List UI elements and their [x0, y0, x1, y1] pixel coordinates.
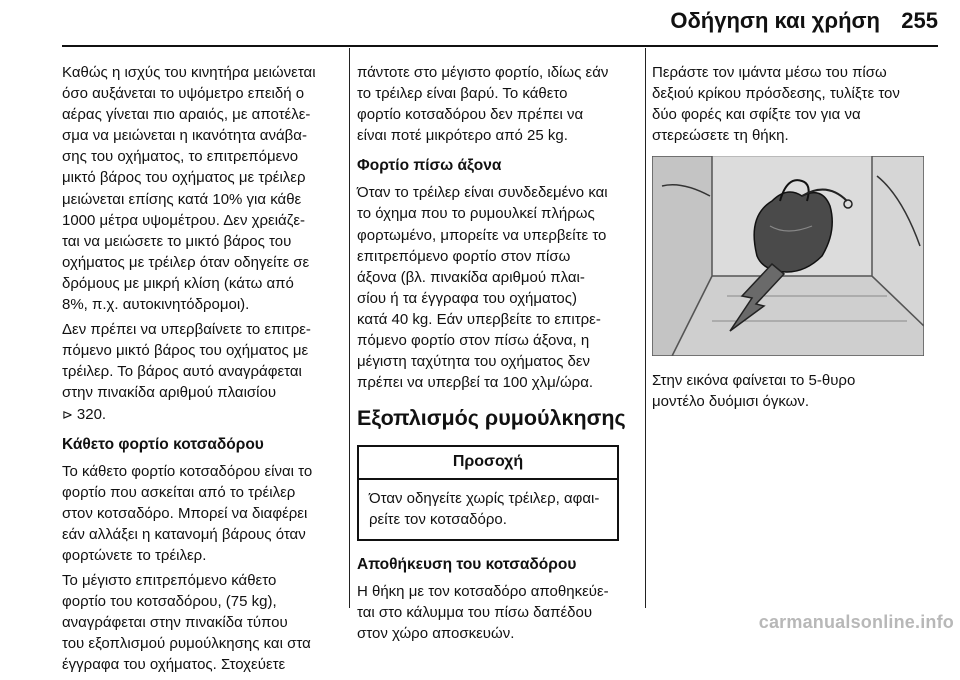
line: φορτωμένο, μπορείτε να υπερβείτε το [357, 226, 607, 244]
line: στον κοτσαδόρο. Μπορεί να διαφέρει [62, 504, 308, 522]
line: εάν αλλάξει η κατανομή βάρους όταν [62, 525, 306, 543]
line: Όταν το τρέιλερ είναι συνδεδεμένο και [357, 184, 608, 202]
line: φορτίο του κοτσαδόρου, (75 kg), [62, 593, 277, 611]
line: μοντέλο δυόμισι όγκων. [652, 393, 810, 411]
column-1 [62, 62, 342, 680]
line: Το κάθετο φορτίο κοτσαδόρου είναι το [62, 462, 313, 480]
line: φορτίο κοτσαδόρου δεν πρέπει να [357, 106, 584, 124]
line: Στην εικόνα φαίνεται το 5-θυρο [652, 372, 856, 390]
line: πόμενο μικτό βάρος του οχήματος με [62, 342, 309, 360]
heading-vertical-load: Κάθετο φορτίο κοτσαδόρου [62, 435, 264, 453]
line: κατά 40 kg. Εάν υπερβείτε το επιτρε‐ [357, 310, 601, 328]
line: Η θήκη με τον κοτσαδόρο αποθηκεύε‐ [357, 582, 609, 600]
line: έγγραφα του οχήματος. Στοχεύετε [62, 656, 286, 674]
line: πρέπει να υπερβεί τα 100 χλμ/ώρα. [357, 374, 594, 392]
reference-arrow-icon: ⊳ [62, 406, 73, 422]
line: Περάστε τον ιμάντα μέσω του πίσω [652, 64, 887, 81]
trunk-illustration-icon [652, 156, 924, 356]
line: μειώνεται επίσης κατά 10% για κάθε [62, 190, 302, 208]
line: αέρας γίνεται πιο αραιός, με αποτέλε‐ [62, 106, 311, 124]
paragraph-continued [357, 62, 637, 146]
paragraph-rear-axle-load [357, 182, 637, 393]
heading-towbar-storage: Αποθήκευση του κοτσαδόρου [357, 555, 577, 573]
line: του εξοπλισμού ρυμούλκησης και στα [62, 635, 311, 653]
line: το όχημα που το ρυμουλκεί πλήρως [357, 205, 595, 223]
paragraph-max-vertical-load [62, 570, 342, 675]
reference-page-link[interactable]: 320. [76, 405, 107, 423]
watermark: carmanualsonline.info [758, 612, 954, 632]
line: στον χώρο αποσκευών. [357, 624, 515, 642]
line: δρόμους με μικρή κλίση (κάτω από [62, 274, 294, 292]
column-divider-2 [645, 48, 646, 608]
line: αναγράφεται στην πινακίδα τύπου [62, 614, 288, 632]
line: δύο φορές και σφίξτε τον για να [652, 106, 861, 124]
page-reference[interactable] [62, 404, 342, 425]
paragraph-towbar-storage [357, 581, 637, 644]
line: το τρέιλερ είναι βαρύ. Το κάθετο [357, 85, 568, 103]
column-3 [652, 62, 940, 417]
column-2 [357, 62, 637, 648]
line: 1000 μέτρα υψομέτρου. Δεν χρειάζε‐ [62, 211, 306, 229]
line: επιτρεπόμενο φορτίο στον πίσω [357, 247, 571, 265]
paragraph-strap-instructions [652, 62, 940, 146]
line: τρέιλερ. Το βάρος αυτό αναγράφεται [62, 363, 302, 381]
line: σης του οχήματος, το επιτρεπόμενο [62, 148, 299, 166]
line: μέγιστη ταχύτητα του οχήματος δεν [357, 353, 591, 371]
line: οχήματος με τρέιλερ όταν οδηγείτε σε [62, 253, 310, 271]
line: ται να μειώσετε το μικτό βάρος του [62, 232, 292, 250]
line: στερεώσετε τη θήκη. [652, 127, 789, 145]
line: Όταν οδηγείτε χωρίς τρέιλερ, αφαι‐ [369, 490, 600, 508]
line: Καθώς η ισχύς του κινητήρα μειώνεται [62, 64, 316, 81]
line: σίου ή τα έγγραφα του οχήματος) [357, 289, 577, 307]
line: πόμενο φορτίο στον πίσω άξονα, η [357, 332, 590, 350]
paragraph-vertical-load [62, 461, 342, 566]
page-header-title: Οδήγηση και χρήση [670, 8, 880, 33]
line: Δεν πρέπει να υπερβαίνετε το επιτρε‐ [62, 321, 311, 339]
page-number: 255 [901, 8, 938, 33]
line: στην πινακίδα αριθμού πλαισίου [62, 384, 277, 402]
line: φορτώνετε το τρέιλερ. [62, 546, 207, 564]
line: δεξιού κρίκου πρόσδεσης, τυλίξτε τον [652, 85, 900, 103]
line: Το μέγιστο επιτρεπόμενο κάθετο [62, 572, 277, 590]
line: 8%, π.χ. αυτοκινητόδρομοι). [62, 296, 250, 314]
heading-rear-axle-load: Φορτίο πίσω άξονα [357, 157, 502, 175]
line: είναι ποτέ μικρότερο από 25 kg. [357, 127, 568, 145]
line: άξονα (βλ. πινακίδα αριθμού πλαι‐ [357, 268, 585, 286]
paragraph-altitude [62, 62, 342, 315]
caution-text [359, 480, 617, 538]
paragraph-figure-caption [652, 370, 940, 412]
line: σμα να μειώνεται η ικανότητα ανάβα‐ [62, 127, 307, 145]
paragraph-gross-weight [62, 319, 342, 424]
section-heading-towing-equipment: Εξοπλισμός ρυμούλκησης [357, 406, 626, 431]
line: μικτό βάρος του οχήματος με τρέιλερ [62, 169, 306, 187]
line: ρείτε τον κοτσαδόρο. [369, 511, 507, 529]
column-divider-1 [349, 48, 350, 608]
line: όσο αυξάνεται το υψόμετρο επειδή ο [62, 85, 305, 103]
caution-title: Προσοχή [359, 447, 617, 480]
header-rule [62, 45, 938, 47]
line: πάντοτε στο μέγιστο φορτίο, ιδίως εάν [357, 64, 609, 81]
line: φορτίο που ασκείται από το τρέιλερ [62, 483, 296, 501]
line: ται στο κάλυμμα του πίσω δαπέδου [357, 603, 593, 621]
caution-box [357, 445, 619, 540]
